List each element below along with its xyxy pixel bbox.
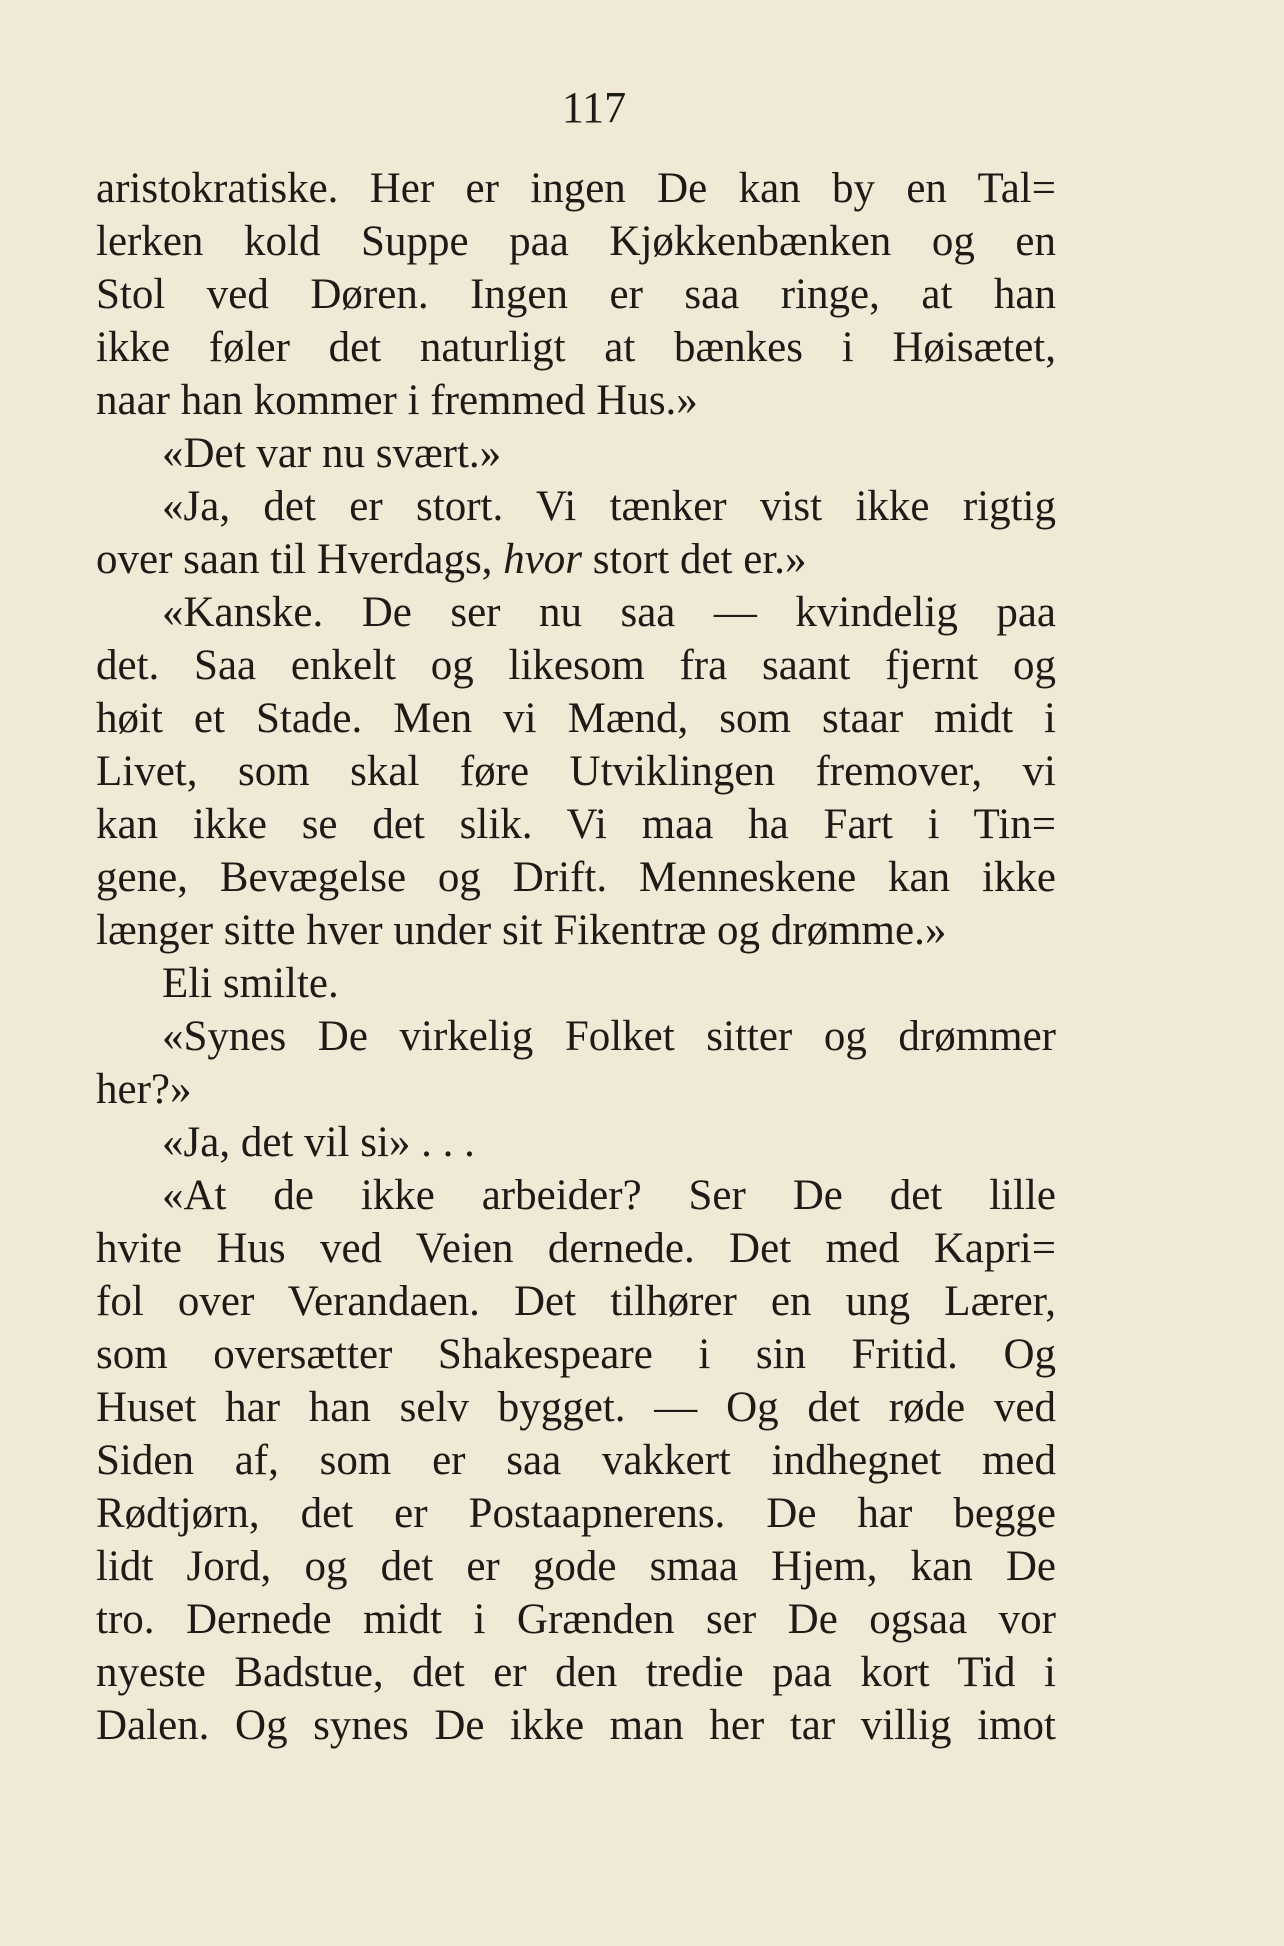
text-line: Siden af, som er saa vakkert indhegnet med [96, 1437, 1056, 1484]
text-line: Livet, som skal føre Utviklingen fremover, vi [96, 748, 1056, 795]
text-line [96, 533, 1056, 586]
text-line: kan ikke se det slik. Vi maa ha Fart i Tin= [96, 801, 1056, 848]
body-text [96, 162, 1056, 1752]
text-line: «Ja, det er stort. Vi tænker vist ikke rigtig [162, 483, 1056, 530]
emphasized-word: hvor [503, 536, 583, 583]
text-segment: stort det er.» [582, 536, 807, 583]
text-line: «Ja, det vil si» . . . [162, 1119, 475, 1166]
text-line: aristokratiske. Her er ingen De kan by en Tal= [96, 165, 1056, 212]
text-line: lerken kold Suppe paa Kjøkkenbænken og en [96, 218, 1056, 265]
text-line: «Kanske. De ser nu saa — kvindelig paa [162, 589, 1056, 636]
text-line: Huset har han selv bygget. — Og det røde ved [96, 1384, 1056, 1431]
text-line: Rødtjørn, det er Postaapnerens. De har begge [96, 1490, 1056, 1537]
text-line: det. Saa enkelt og likesom fra saant fjernt og [96, 642, 1056, 689]
text-line: «Det var nu svært.» [162, 430, 502, 477]
text-line: fol over Verandaen. Det tilhører en ung Lærer, [96, 1278, 1056, 1325]
page-number: 117 [561, 83, 627, 132]
text-line: «Synes De virkelig Folket sitter og drømmer [162, 1013, 1056, 1060]
text-line: her?» [96, 1066, 192, 1113]
text-line: som oversætter Shakespeare i sin Fritid. Og [96, 1331, 1056, 1378]
text-line: hvite Hus ved Veien dernede. Det med Kapri= [96, 1225, 1056, 1272]
text-line: tro. Dernede midt i Grænden ser De ogsaa vor [96, 1596, 1056, 1643]
text-line: «At de ikke arbeider? Ser De det lille [162, 1172, 1056, 1219]
text-line: nyeste Badstue, det er den tredie paa kort Tid i [96, 1649, 1056, 1696]
text-line: lidt Jord, og det er gode smaa Hjem, kan De [96, 1543, 1056, 1590]
text-line: gene, Bevægelse og Drift. Menneskene kan ikke [96, 854, 1056, 901]
text-line: længer sitte hver under sit Fikentræ og drømme.» [96, 907, 947, 954]
text-line: Eli smilte. [162, 960, 339, 1007]
text-line: høit et Stade. Men vi Mænd, som staar midt i [96, 695, 1056, 742]
text-line: Dalen. Og synes De ikke man her tar villig imot [96, 1702, 1056, 1749]
text-line: Stol ved Døren. Ingen er saa ringe, at han [96, 271, 1056, 318]
text-line: ikke føler det naturligt at bænkes i Høisætet, [96, 324, 1056, 371]
text-line: naar han kommer i fremmed Hus.» [96, 377, 698, 424]
text-segment: over saan til Hverdags, [96, 536, 504, 583]
